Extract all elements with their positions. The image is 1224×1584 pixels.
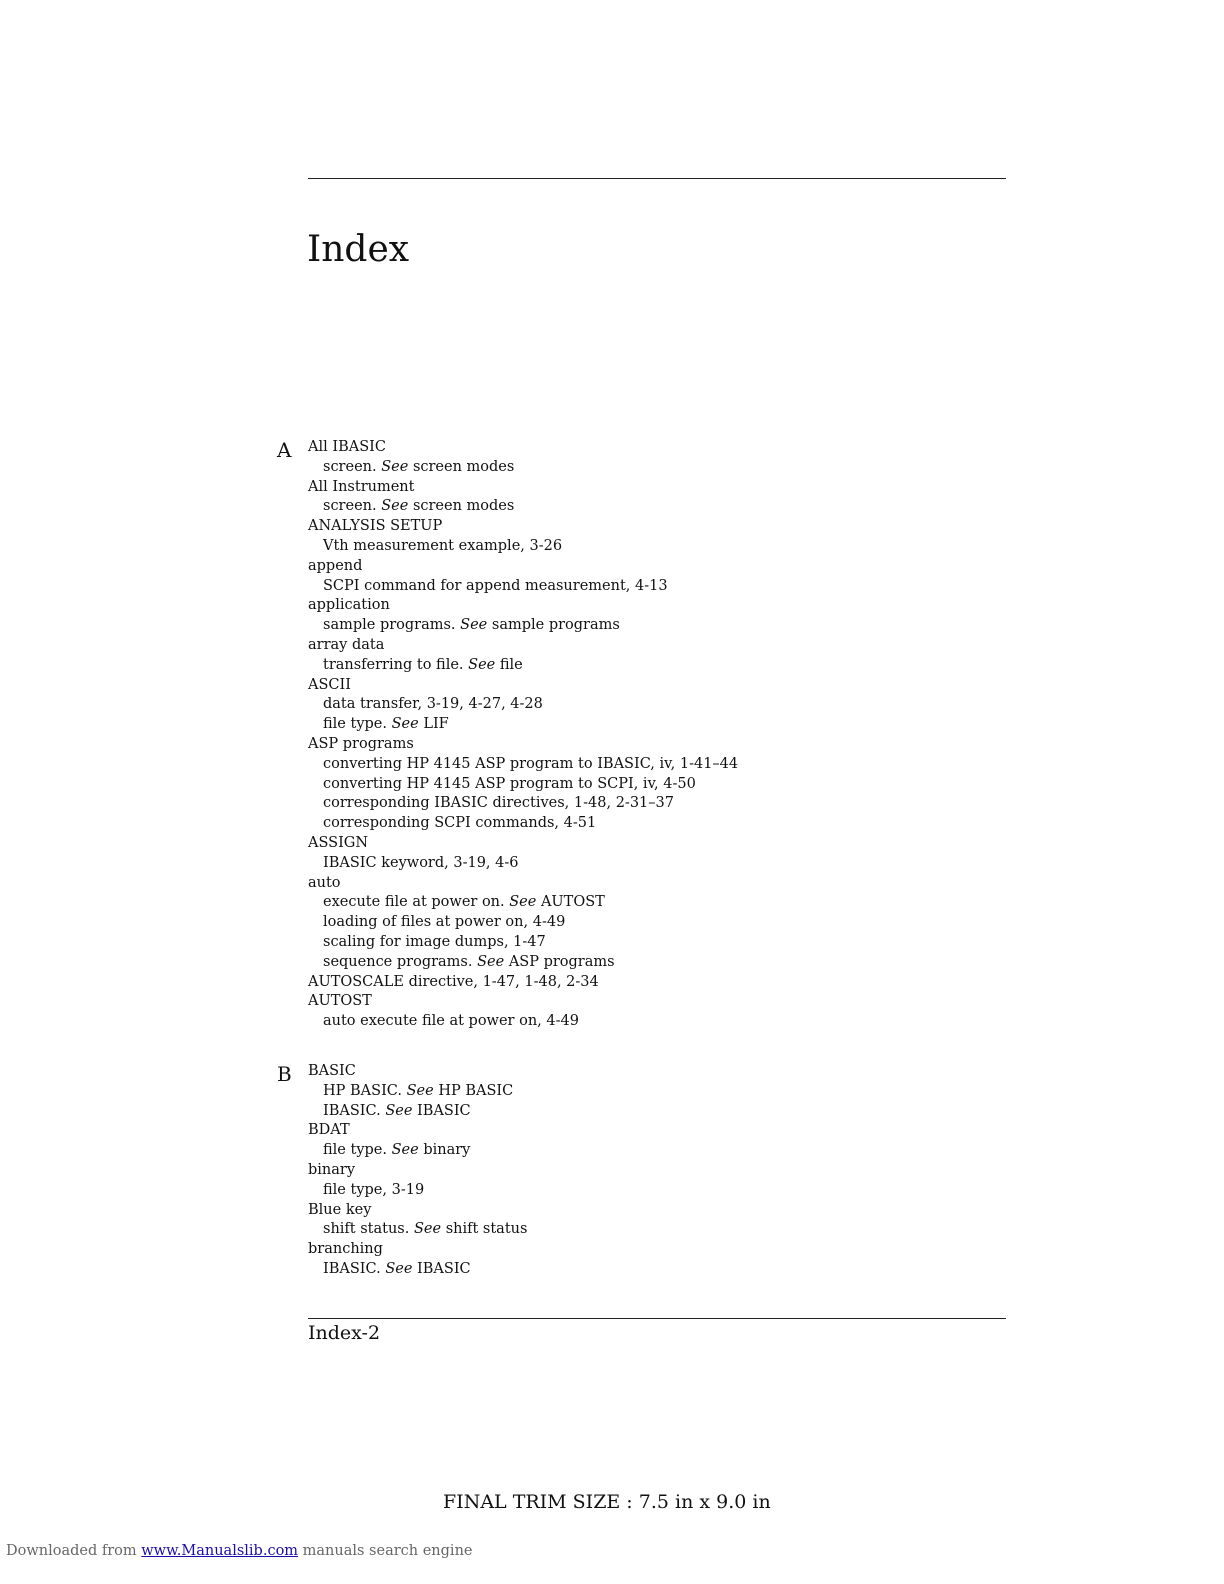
index-subentry [308,1260,527,1280]
subentry-text: file type. [323,1142,387,1159]
download-footer [6,1542,473,1560]
see-reference-label: See [381,458,409,475]
footer-suffix: manuals search engine [302,1543,473,1559]
index-entry: ASSIGN [308,834,369,851]
index-subentry [308,616,738,636]
see-reference-label: See [381,498,409,515]
index-subentry [308,577,738,597]
see-reference-target: IBASIC [417,1102,471,1119]
index-subentry [308,715,738,735]
footer-prefix: Downloaded from [6,1543,137,1559]
index-subentry [308,953,738,973]
trim-size-note: FINAL TRIM SIZE : 7.5 in x 9.0 in [443,1491,771,1513]
subentry-text: converting HP 4145 ASP program to SCPI, iv, 4-50 [323,775,696,792]
index-entry: All IBASIC [308,439,386,455]
see-reference-label: See [413,1221,442,1238]
see-reference-target: sample programs [491,617,620,634]
index-subentry [308,775,738,795]
index-entry: AUTOSCALE directive, 1-47, 1-48, 2-34 [308,973,599,990]
see-reference-target: ASP programs [508,953,615,970]
index-subentry [308,1141,527,1161]
index-entry: append [308,557,363,574]
see-reference-label: See [406,1082,434,1099]
index-subentry [308,794,738,814]
subentry-text: IBASIC. [323,1102,381,1119]
subentry-text: SCPI command for append measurement, 4-13 [323,577,668,594]
index-section-a [308,438,738,1032]
index-subentry [308,1012,738,1032]
see-reference-label: See [385,1102,413,1119]
index-entry: ASP programs [308,735,414,752]
subentry-text: screen. [323,498,377,515]
index-entry: binary [308,1161,356,1178]
index-subentry [308,695,738,715]
subentry-text: execute file at power on. [323,894,505,911]
see-reference-target: screen modes [412,498,515,515]
see-reference-target: binary [423,1142,471,1159]
bottom-rule [308,1318,1006,1319]
index-entry: BASIC [308,1063,356,1079]
section-letter-a: A [277,438,292,462]
index-subentry [308,893,738,913]
index-subentry [308,1102,527,1122]
index-entry: All Instrument [308,478,415,495]
index-subentry [308,854,738,874]
see-reference-target: file [499,656,523,673]
see-reference-label: See [385,1260,413,1277]
subentry-text: sequence programs. [323,953,473,970]
index-section-b [308,1062,527,1280]
index-subentry [308,814,738,834]
subentry-text: IBASIC keyword, 3-19, 4-6 [323,854,519,871]
see-reference-target: IBASIC [417,1260,471,1277]
index-subentry [308,1082,527,1102]
subentry-text: transferring to file. [323,656,464,673]
index-subentry [308,537,738,557]
subentry-text: file type. [323,716,387,733]
subentry-text: HP BASIC. [323,1082,402,1099]
see-reference-target: shift status [445,1221,528,1238]
index-entry: BDAT [308,1122,350,1139]
manualslib-link[interactable]: www.Manualslib.com [141,1543,299,1559]
subentry-text: screen. [323,458,377,475]
index-entry: ANALYSIS SETUP [308,518,443,535]
subentry-text: IBASIC. [323,1260,381,1277]
subentry-text: sample programs. [323,617,456,634]
index-entry: ASCII [308,676,351,693]
see-reference-label: See [391,1142,419,1159]
index-subentry [308,913,738,933]
page-title: Index [307,229,410,270]
see-reference-target: screen modes [412,458,515,475]
see-reference-label: See [460,617,488,634]
index-subentry [308,1181,527,1201]
see-reference-label: See [391,716,419,733]
subentry-text: corresponding SCPI commands, 4-51 [323,815,597,832]
subentry-text: Vth measurement example, 3-26 [323,537,563,554]
subentry-text: scaling for image dumps, 1-47 [323,933,546,950]
page-number: Index-2 [308,1322,381,1344]
index-subentry [308,656,738,676]
see-reference-label: See [468,656,496,673]
index-subentry [308,933,738,953]
index-subentry [308,458,738,478]
see-reference-label: See [509,894,537,911]
section-letter-b: B [277,1062,292,1086]
top-rule [308,178,1006,179]
see-reference-target: LIF [423,716,449,733]
index-subentry [308,1220,527,1240]
index-subentry [308,497,738,517]
subentry-text: loading of files at power on, 4-49 [323,914,566,931]
subentry-text: file type, 3-19 [323,1181,425,1198]
see-reference-target: HP BASIC [438,1082,514,1099]
index-subentry [308,755,738,775]
index-entry: application [308,597,390,614]
index-entry: auto [308,874,341,891]
subentry-text: auto execute file at power on, 4-49 [323,1013,579,1030]
index-entry: array data [308,636,385,653]
subentry-text: shift status. [323,1221,410,1238]
index-entry: AUTOST [308,993,372,1010]
subentry-text: converting HP 4145 ASP program to IBASIC, iv, 1-41–44 [323,755,739,772]
subentry-text: data transfer, 3-19, 4-27, 4-28 [323,696,543,713]
subentry-text: corresponding IBASIC directives, 1-48, 2-31–37 [323,795,674,812]
see-reference-target: AUTOST [540,894,605,911]
see-reference-label: See [477,953,505,970]
index-entry: Blue key [308,1201,372,1218]
index-entry: branching [308,1241,383,1258]
